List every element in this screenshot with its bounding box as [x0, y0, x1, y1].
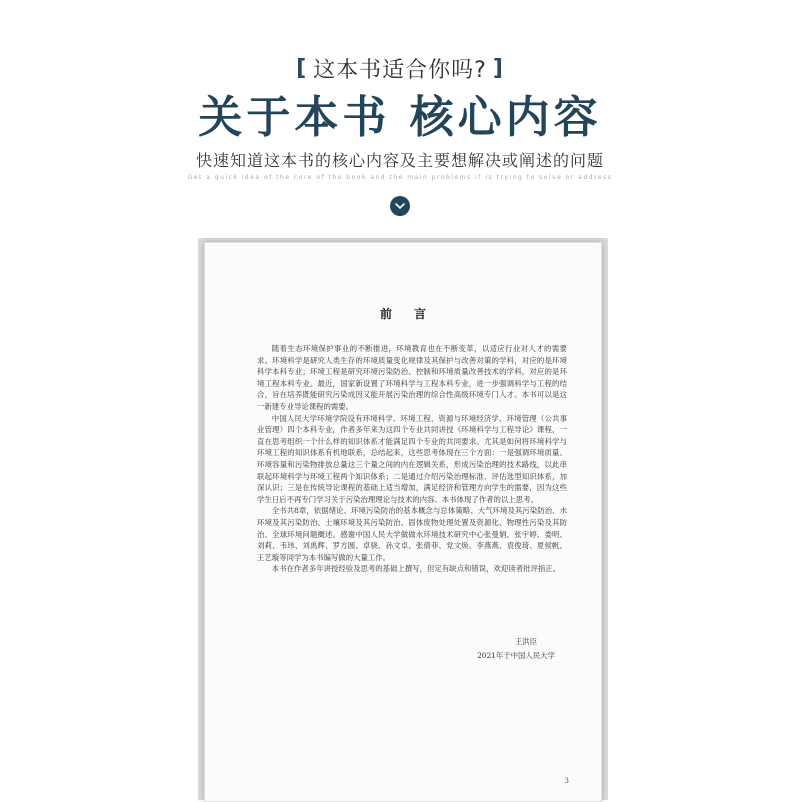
book-page — [204, 242, 602, 802]
preface-paragraph-1: 随着生态环境保护事业的不断推进，环境教育也在不断变革，以适应行业对人才的需要求。环境科学是研究人类生存的环境质量变化规律及其保护与改善对策的学科，对应的是环境科学本科专业；环境工程是研究环境污染防治、控制和环境质量改善技术的学科，对应的是环境工程本科专业。最近，国家新设置了环境科学与工程本科专业，进一步强调科学与工程的结合，旨在培养既能研究污染成因又能开展污染治理的综合性高级环境专门人才。本书可以是这一新建专业导论课程的需要。 — [257, 344, 567, 411]
preface-paragraph-4: 本书在作者多年讲授经验及思考的基础上撰写，但定有缺点和错误，欢迎读者批评指正。 — [271, 564, 561, 574]
preface-heading: 前言 — [379, 307, 448, 321]
bracket-left: [ — [296, 55, 308, 81]
banner-question-text: 这本书适合你吗? — [313, 57, 487, 83]
chevron-down-icon — [390, 196, 410, 216]
preface-body — [257, 343, 567, 575]
author-name: 王洪臣 — [514, 637, 537, 646]
banner-question — [0, 50, 800, 86]
preface-paragraph-2: 中国人民大学环境学院设有环境科学、环境工程、资源与环境经济学、环境管理（公共事业管理）四个本科专业，作者多年来为这四个专业共同讲授《环境科学与工程导论》课程，一直在思考组织一个什么样的知识体系才能满足四个专业的共同要求。尤其是如何将环境科学与环境工程的知识体系有机地联系，总结起来，这些思考体现在三个方面：一是强调环境质量、环境容量和污染物排放总量这三个量之间的内在逻辑关系，形成污染治理的技术路线，以此串联起环境科学与环境工程两个知识体系；二是通过介绍污染治理标准、评估选型知识体系，加深认识；三是在传统导论课程的基础上适当增加，满足经济和管理方向学生的需要，因为这些学生日后不再专门学习关于污染治理理论与技术的内容。本书体现了作者的以上思考。 — [257, 413, 567, 504]
banner-subtitle-zh: 快速知道这本书的核心内容及主要想解决或阐述的问题 — [195, 151, 604, 170]
banner-title: 关于本书 核心内容 — [198, 92, 602, 143]
signature-block — [477, 635, 555, 663]
preface-paragraph-3: 全书共8章，依据绪论、环境污染防治的基本概念与总体策略、大气环境及其污染防治、水环境及其污染防治、土壤环境及其污染防治、固体废物处理处置及资源化、物理性污染及其防治、全球环境问题概述。感谢中国人民大学做做水环境技术研究中心张曼娟、张宇婷、娄明、刘莉、韦玮、刘禹辉、罗方圆、卓骁、孙文卓、张倩菲、党文焕、李燕燕、袁俊琦、夏侯帆、王艺璇等同学为本书编写做的大量工作。 — [257, 506, 567, 562]
page-number: 3 — [564, 777, 569, 785]
bracket-right: ] — [492, 55, 504, 81]
date-place: 2021年于中国人民大学 — [477, 651, 555, 660]
banner-subtitle-en: Get a quick idea of the core of the book and the main problems it is trying to solve or address — [187, 174, 613, 181]
